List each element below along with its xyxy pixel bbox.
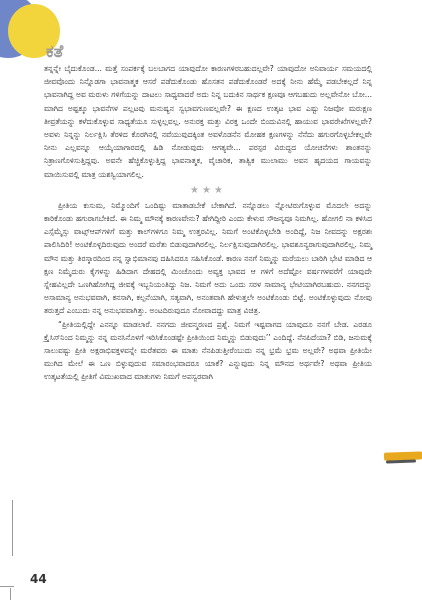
- paragraph: ತನ್ನನ್ನೇ ಬೈದುಕೊಂಡ... ಮತ್ತೆ ಸಂಪರ್ಕಕ್ಕೆ ಬಲಬಾಗದ ಯಾವುದೋ ಕಾರಣಗಳಿರಬಹುದಲ್ಲವೇ? ಯಾವುದೋ ಅನಿವಾರ್ಯ ಸಮಯದಲ್ಲಿ ಜೀವವೊಂದು ನಿನ್ನೊಡಗಾ ಭಾವನಾತ್ಮಕ ಆಸರೆ ಪಡೆದುಕೊಂಡು ಹೊಸತನ ಪಡೆದುಕೊಂಡರೆ ಅದಕ್ಕೆ ನೀನು ಹೆಮ್ಮೆ ಪಡಬೇಕಲ್ಲದೆ ನಿನ್ನ ಭಾವನಾಗಿದ್ದ ಅವ ಮರುಳು ಗಳಿಗೆಯನ್ನು ದಾಟಲು ಸಾಧ್ಯವಾದರೆ ಅದು ನಿನ್ನ ಬದುಕಿನ ಸಾರ್ಥಕ ಕ್ಷಣವೂ ಆಗಬಹುದು ಅಲ್ಲವೇನೋ ಬೋ... ಮಾಗಿದ ಅಷ್ಟಕ್ಕೂ ಭಾವನೆಗಳ ಪಲ್ಲಟವು ಮನುಷ್ಯನ ಸ್ವಭಾವಗುಣವಲ್ಲವೇ? ಈ ಕ್ಷಣದ ಉತ್ಕಟ ಭಾವ ಎಷ್ಟು ನಿಜವೋ ಮರುಕ್ಷಣ ತೀವ್ರತೆಯನ್ನು ಕಳೆದುಕೊಳ್ಳುವ ಸಾಧ್ಯತೆಯೂ ಸುಳ್ಳಲ್ಲವಲ್ಲ. ಅನುರಕ್ತ ಮತ್ತು ವಿರಕ್ತ ಒಂದೇ ಬಿಂದುವಿನಲ್ಲಿ ಹಾಯುವ ಭಾವರೇಖೆಗಳಲ್ಲವೇ? ಅವಳು ನಿನ್ನನ್ನು ನಿರ್ಲಕ್ಷಿಸಿ ತೆರಳಿದ ಕೊರಗಿನಲ್ಲಿ ನವೆಯುವುದಕ್ಕಿಂತ ಅವಳೊಡನೆನ ಮೋಹಕ ಕ್ಷಣಗಳನ್ನು ನೆನೆದು ಹಗುರಗೊಳ್ಳಬೇಕಲ್ಲವೇ ನೀನು ಎಲ್ಲವನ್ನೂ ಆಯ್ಕೆಯಾಗಾರದಲ್ಲಿ ಹಿಡಿ ನೋಡುವುದು ಆಗತ್ಯವೇ... ಪರಸ್ಪರ ವಿರುದ್ಧದ ಯೋಚನೆಗಳು ಶಾಂತನನ್ನು ನಿತ್ರಾಣಗೊಳಿಸುತ್ತಿದ್ದವು. ಅವನೇ ಹೆಚ್ಚಿಕೊಳ್ಳುತ್ತಿದ್ದ ಭಾವನಾತ್ಮಕ, ವೈಚಾರಿಕ, ತಾತ್ವಿಕ ಮುಲಾಮು ಅವನ ಹೃದಯದ ಗಾಯವನ್ನು ಮಾಯಿಸುವಲ್ಲಿ ಮಾತ್ರ ಯಶಸ್ವಿಯಾಗಲಿಲ್ಲ.: [44, 64, 372, 179]
- section-divider: ★★★: [190, 184, 226, 196]
- paragraph: “ಪ್ರೀತಿಯಲ್ಲಿದ್ದೇ ಎನನ್ನೂ ಮಾಡಲಾರೆ. ನನಗದು ಜೀವನ್ಮರಣದ ಪ್ರಶ್ನೆ. ನಿಮಗೆ ಇಷ್ಟವಾಗದ ಯಾವುದೂ ನನಗೆ ಬೇಡ. ಎರಡೂ ಕ್ರೈಸಿಸ್‌ನಿಂದ ನಿಮ್ಮನ್ನು ನನ್ನ ಮನಸಿನೊಳಗೆ ಇರಿಸಿಕೊಂಡಷ್ಟೇ ಪ್ರೀತಿಯಿಂದ ನಿಮ್ಮನ್ನು ಬಿಡುವುದು’’ ಎಂದಿದ್ದೆ. ನೆನಪಿದೆಯಾ? ಬಿಡಿ, ಜನುಮಕ್ಕೆ ಸಾಲುವಷ್ಟು ಪ್ರೀತಿ ಅಕ್ಷರಾಭಿವಕ್ತಳವನ್ನೇ ಮರೆತವರು ಈ ಮಾತು ನೆನಪಿಡುತ್ತೀರೆಂಬುದು ನನ್ನ ಭ್ರಮೆ ಭ್ರಮ ಅಲ್ಲವೇ? ಅಥವಾ ಪ್ರೀತಿಯೇ ಮುಗಿದ ಮೇಲೆ ಈ ಒಣ ಬಿಳ್ಳುವುದುವ ಸಮಾರಂಭವಾದರೂ ಯಾಕೆ? ಎನ್ನುವುದು ನಿನ್ನ ಮೌನದ ಅರ್ಥವೇ? ಅಥವಾ ಪ್ರೀತಿಯ ಉತ್ಕಟತೆಯಲ್ಲಿ ಪ್ರೀತಿಗೆ ವಿಮುಖವಾದ ಮಾತುಗಳು ನಿಮಗೆ ಅಪಸ್ವರವಾಗಿ: [44, 319, 372, 382]
- section-label: ಕತೆ: [46, 42, 64, 62]
- page-number: 44: [30, 572, 47, 586]
- crop-mark: [10, 588, 11, 600]
- decorative-brush-shadow: [386, 459, 416, 463]
- paragraph: ಪ್ರೀತಿಯ ಕುಸುಮ, ನಿಮ್ಮೊಂದಿಗೆ ಒಂದಿಷ್ಟು ಮಾತಾಡಬೇಕೆ ಬೇಕಾಗಿದೆ. ನನ್ನೊಡಲು ನ್ನೋಟಿರುಗೊಳ್ಳುವ ಮೊದಲೇ ಅದನ್ನು ಕಾರಿಕೊಂಡು ಹಗುರಾಗಬೇಕಿದೆ. ಈ ನಿಮ್ಮ ಮೌನಕ್ಕೆ ಕಾರಣವೇನು? ಹೇಗಿದ್ದೀರಿ ಎಂದು ಕೇಳುವ ಸೌಜನ್ಯವೂ ನಿಮಗಿಲ್ಲ. ಹೋಗಲಿ ನಾ ಕಳಿಸಿದ ಎಸ್ಸೆಮ್ಮೆಸ್ಸು ವಾಟ್ಸ್‌ಆಪ್‌ಗಳಿಗೆ ಮತ್ತು ಕಾಲ್‌ಗಳಿಗೂ ನಿಮ್ಮ ಉತ್ತರವಿಲ್ಲ. ನಿಮಗೆ ಅಂಟಿಕೊಳ್ಳಬೇಡಿ ಅಂದಿದ್ದೆ, ನಿಜ ನೀವದನ್ನು ಅಕ್ಷರಶಃ ಪಾಲಿಸಿದಿರಿ! ಅಂಟಿಕೊಳ್ಳದಿರುವುದು ಅಂದರೆ ಮರೆತು ಬಿಡುವುದಾಗಿರಲಿಲ್ಲ. ನಿರ್ಲಕ್ಷಿಸುವುದಾಗಿರಲಿಲ್ಲ. ಭಾವಶೂನ್ಯರಾಗುವುದಾಗಿರಲಿಲ್ಲ. ನಿಮ್ಮ ಮೌನ ಮತ್ತು ತಿರಸ್ಕಾರದಿಂದ ನನ್ನ ಸ್ವಾಭಿಮಾನವು ದಹಿಸಿದರೂ ಸಹಿಸಿಕೊಂಡೆ. ಕಾರಣ ನನಗೆ ನಿಮ್ಮನ್ನು ಮರೆಯಲು ಬಾರಿಗಿ ಭೇಟಿ ಮಾಡಿದ ಆ ಕ್ಷಣ ನಿಮ್ಮೆದುರು ಕೈಗಳನ್ನು ಹಿಡಿದಾಗ ದೇಹದಲ್ಲಿ ಮಿಂಚೊಂದು ಅವ್ಯಕ್ತ ಭಾವದ ಆ ಗಳಿಗೆ ಅದೆಷ್ಟೋ ವರ್ಷಗಳವರೆಗೆ ಯಾವುದೇ ಸ್ನೇಹವಿಲ್ಲದೇ ಒಣಗಿಹೋಗಿದ್ದ ಜೀವಕ್ಕೆ ಇಬ್ಬನಿಯಂತಿದ್ದು ನಿಜ. ನಿಮಗೆ ಅದು ಒಂದು ಸರಳ ಸಾಮಾನ್ಯ ಭೇಟಿಯಾಗಿರಬಹುದು. ನನಗದನ್ನು ಅಸಾಮಾನ್ಯ ಅನುಭವವಾಗಿ, ಕನಸಾಗಿ, ಕಲ್ಪನೆಯಾಗಿ, ಸತ್ಯವಾಗಿ, ಅನಂತವಾಗಿ ಹೇಳುತ್ತಲೇ ಅಂಟಿಕೊಂಡು ಬಿಟ್ಟೆ. ಅಂಟಿಕೊಳ್ಳುವುದು ನೋವು ತರುತ್ತದೆ ಎಂಬುದು ನನ್ನ ಅನುಭವವಾಗಿತ್ತು. ಅಂಟದಿರುವುದೂ ನೋವಾದದ್ದು ಮಾತ್ರ ವಿಚಿತ್ರ.: [44, 200, 372, 316]
- article-body: [44, 62, 372, 384]
- crop-mark: [0, 586, 14, 587]
- crop-mark: [12, 500, 13, 556]
